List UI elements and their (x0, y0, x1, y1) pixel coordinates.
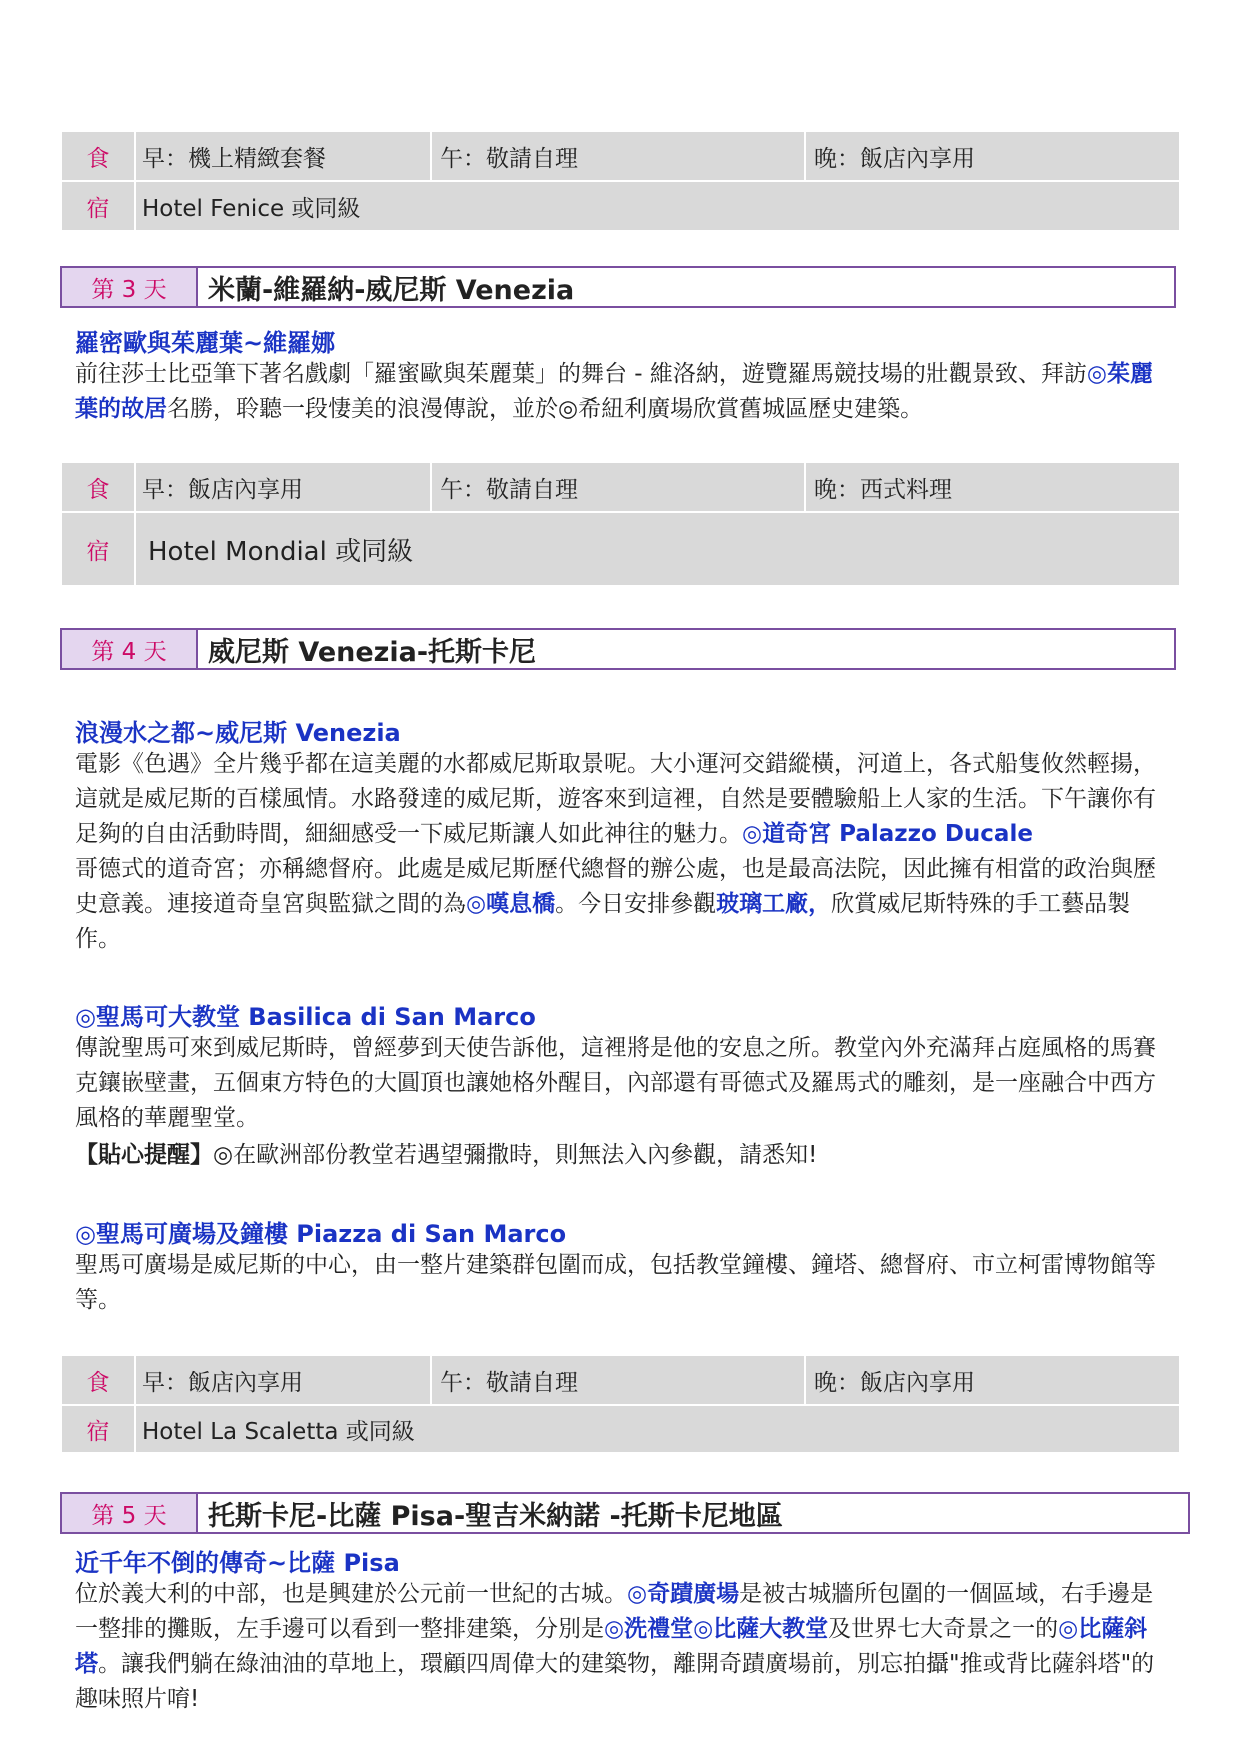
text: 。讓我們躺在綠油油的草地上，環顧四周偉大的建築物，離開奇蹟廣場前，別忘拍攝"推或背比薩斜塔"的趣味照片唷! (75, 1651, 1155, 1712)
highlight-baptistery-cathedral: ◎洗禮堂◎比薩大教堂 (604, 1616, 829, 1642)
highlight-piazza-dei-miracoli: ◎奇蹟廣場 (627, 1581, 740, 1607)
day-title: 威尼斯 Venezia-托斯卡尼 (208, 636, 537, 668)
day-title: 托斯卡尼-比薩 Pisa-聖吉米納諾 -托斯卡尼地區 (208, 1500, 783, 1532)
day-label: 第 4 天 (62, 630, 198, 668)
lunch: 午：敬請自理 (440, 476, 578, 503)
text: 及世界七大奇景之一的 (828, 1616, 1059, 1642)
day4-header (60, 628, 1176, 670)
text: 是被古城牆所包圍的一個區域，右手邊是一整排的攤販，左手邊可以看到一整排建築，分別是 (75, 1581, 1154, 1642)
day-label: 第 3 天 (62, 268, 198, 306)
pisa-description (75, 1577, 1175, 1717)
day-label: 第 5 天 (62, 1494, 198, 1532)
breakfast: 早：機上精緻套餐 (142, 145, 326, 172)
tip-text: ◎在歐洲部份教堂若遇望彌撒時，則無法入內參觀，請悉知! (213, 1142, 818, 1168)
lunch: 午：敬請自理 (440, 1369, 578, 1396)
hotel-name: Hotel Mondial 或同級 (148, 536, 414, 567)
highlight-glass-factory: 玻璃工廠， (716, 891, 832, 917)
meal-row (62, 132, 1179, 180)
meal-row (62, 463, 1179, 511)
day2-meal-table (62, 132, 1179, 230)
lunch: 午：敬請自理 (440, 145, 578, 172)
breakfast: 早：飯店內享用 (142, 476, 303, 503)
meal-label: 食 (62, 132, 136, 180)
text: 欣賞威尼斯特殊的手工藝品製作。 (75, 891, 1131, 952)
day3-header (60, 266, 1176, 308)
dinner: 晚：西式料理 (814, 476, 952, 503)
hotel-row (62, 511, 1179, 585)
meal-label: 食 (62, 1356, 136, 1404)
day-title: 米蘭-維羅納-威尼斯 Venezia (208, 274, 575, 306)
tip-note (75, 1138, 1175, 1173)
text: 。今日安排參觀 (555, 891, 717, 917)
highlight-palazzo-ducale: ◎道奇宮 Palazzo Ducale (742, 821, 1033, 847)
text: 前往莎士比亞筆下著名戲劇「羅蜜歐與茱麗葉」的舞台 - 維洛納，遊覽羅馬競技場的壯觀景致、拜訪 (75, 361, 1087, 387)
text: 位於義大利的中部，也是興建於公元前一世紀的古城。 (75, 1581, 627, 1607)
meal-row (62, 1356, 1179, 1404)
hotel-label: 宿 (62, 513, 136, 585)
dinner: 晚：飯店內享用 (814, 1369, 975, 1396)
day3-description (75, 357, 1175, 427)
hotel-label: 宿 (62, 1406, 136, 1452)
hotel-row (62, 1404, 1179, 1452)
tip-label: 【貼心提醒】 (75, 1142, 213, 1168)
basilica-description: 傳說聖馬可來到威尼斯時，曾經夢到天使告訴他，這裡將是他的安息之所。教堂內外充滿拜占庭風格的馬賽克鑲嵌壁畫，五個東方特色的大圓頂也讓她格外醒目，內部還有哥德式及羅馬式的雕刻，是一座融合中西方風格的華麗聖堂。 (75, 1035, 1156, 1131)
section-heading: 羅密歐與茱麗葉~維羅娜 (75, 329, 336, 357)
section-heading: 浪漫水之都~威尼斯 Venezia (75, 719, 401, 747)
breakfast: 早：飯店內享用 (142, 1369, 303, 1396)
section-heading: 近千年不倒的傳奇~比薩 Pisa (75, 1549, 400, 1577)
highlight-bridge-of-sighs: ◎嘆息橋 (466, 891, 556, 917)
hotel-name: Hotel La Scaletta 或同級 (142, 1418, 415, 1445)
highlight-leaning-tower: ◎比薩斜塔 (75, 1616, 1148, 1677)
day4-meal-table (62, 1356, 1179, 1452)
hotel-label: 宿 (62, 182, 136, 230)
day5-header (60, 1492, 1190, 1534)
hotel-row (62, 180, 1179, 230)
text: 名勝，聆聽一段悽美的浪漫傳說，並於◎希紐利廣場欣賞舊城區歷史建築。 (167, 396, 924, 422)
venice-description (75, 747, 1175, 957)
hotel-name: Hotel Fenice 或同級 (142, 195, 361, 222)
highlight-juliet-house: ◎茱麗葉的故居 (75, 361, 1153, 422)
section-heading: ◎聖馬可廣場及鐘樓 Piazza di San Marco (75, 1220, 567, 1248)
text: 哥德式的道奇宮；亦稱總督府。此處是威尼斯歷代總督的辦公處，也是最高法院，因此擁有相當的政治與歷史意義。連接道奇皇宮與監獄之間的為 (75, 856, 1156, 917)
meal-label: 食 (62, 463, 136, 511)
section-heading: ◎聖馬可大教堂 Basilica di San Marco (75, 1003, 536, 1031)
day3-meal-table (62, 463, 1179, 585)
dinner: 晚：飯店內享用 (814, 145, 975, 172)
text: 電影《色遇》全片幾乎都在這美麗的水都威尼斯取景呢。大小運河交錯縱橫，河道上，各式船隻攸然輕揚，這就是威尼斯的百樣風情。水路發達的威尼斯，遊客來到這裡，自然是要體驗船上人家的生活。下午讓你有足夠的自由活動時間，細細感受一下威尼斯讓人如此神往的魅力。 (75, 751, 1156, 847)
piazza-description: 聖馬可廣場是威尼斯的中心，由一整片建築群包圍而成，包括教堂鐘樓、鐘塔、總督府、市立柯雷博物館等等。 (75, 1252, 1156, 1313)
